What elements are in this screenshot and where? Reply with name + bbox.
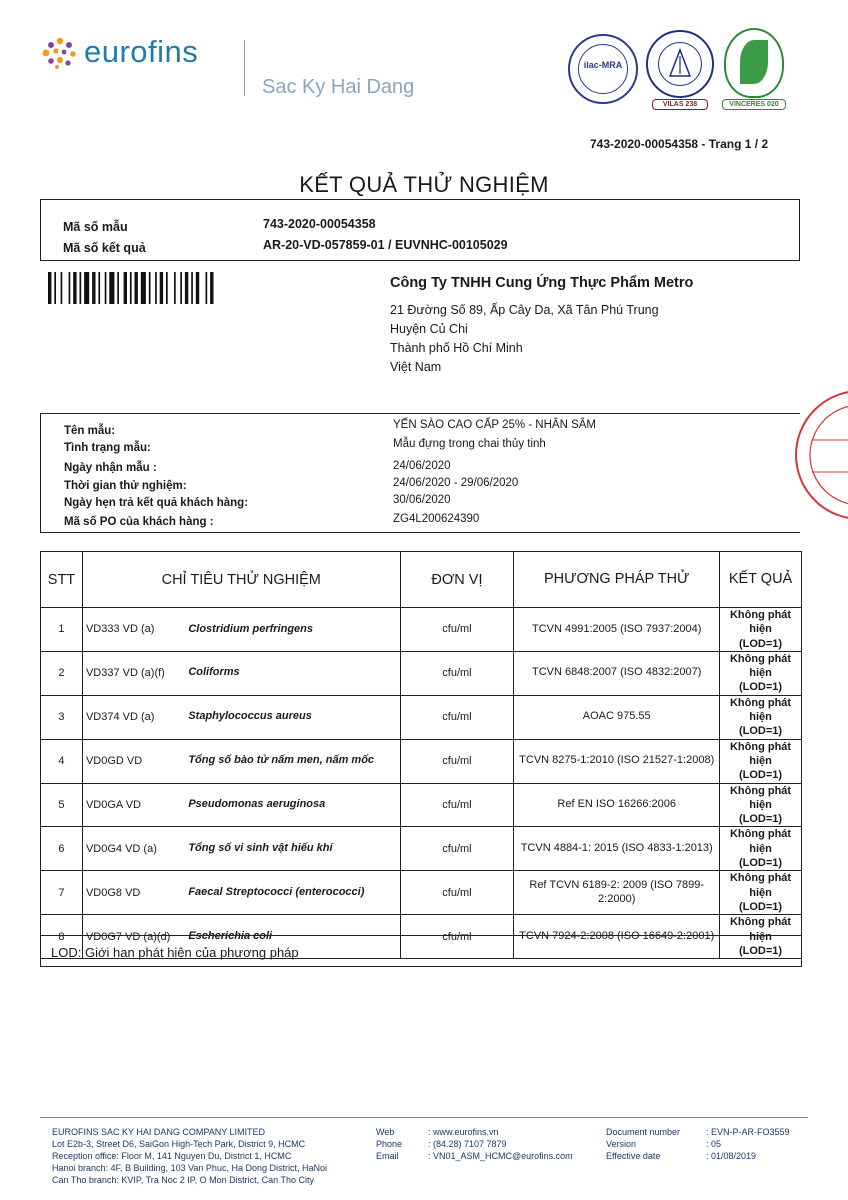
doc-number-value: : EVN-P-AR-FO3559 <box>706 1127 790 1137</box>
cell-result <box>720 739 802 783</box>
cell-unit: cfu/ml <box>400 783 514 827</box>
sample-info-box <box>40 413 800 533</box>
header-result: KẾT QUẢ <box>720 552 802 608</box>
result-lod: (LOD=1) <box>738 681 783 694</box>
result-lod: (LOD=1) <box>738 769 783 782</box>
result-lod: (LOD=1) <box>738 725 783 738</box>
table-row <box>41 871 802 915</box>
vilas-tag: VILAS 238 <box>652 99 708 110</box>
ilac-mra-badge <box>568 34 638 104</box>
barcode-bar <box>210 272 213 304</box>
version-value: : 05 <box>706 1139 722 1149</box>
bureau-accreditation-badge <box>646 30 714 98</box>
result-text: Không phát hiện <box>729 872 792 899</box>
cell-stt: 2 <box>41 651 83 695</box>
result-text: Không phát hiện <box>729 916 792 943</box>
barcode-bar <box>109 272 114 304</box>
test-period-label: Thời gian thử nghiệm: <box>64 480 187 492</box>
barcode-bar <box>155 272 157 304</box>
barcode-bar <box>160 272 163 304</box>
cell-unit: cfu/ml <box>400 651 514 695</box>
cell-stt: 7 <box>41 871 83 915</box>
barcode-bar <box>141 272 146 304</box>
table-row <box>41 651 802 695</box>
po-number-value: ZG4L200624390 <box>393 513 480 525</box>
cell-result <box>720 871 802 915</box>
client-address-line: 21 Đường Số 89, Ấp Cây Da, Xã Tân Phú Trung <box>390 303 659 317</box>
header-criteria: CHỈ TIÊU THỬ NGHIỆM <box>82 552 400 608</box>
cell-method: TCVN 6848:2007 (ISO 4832:2007) <box>514 651 720 695</box>
lod-note: LOD: Giới hạn phát hiện của phương pháp <box>40 935 802 967</box>
table-row <box>41 695 802 739</box>
result-lod: (LOD=1) <box>738 944 783 957</box>
header-divider <box>244 40 245 96</box>
barcode-bar <box>135 272 138 304</box>
cell-test-code: VD0GA VD <box>82 783 186 827</box>
cell-method: TCVN 8275-1:2010 (ISO 21527-1:2008) <box>514 739 720 783</box>
barcode-bar <box>206 272 208 304</box>
footer-address-line: Lot E2b-3, Street D6, SaiGon High-Tech Park, District 9, HCMC <box>52 1139 306 1149</box>
barcode-bar <box>191 272 193 304</box>
barcode-bar <box>92 272 95 304</box>
ilac-badge-text: ilac-MRA <box>583 60 623 70</box>
cell-result <box>720 783 802 827</box>
effective-date-label: Effective date <box>606 1151 661 1161</box>
footer-contact-labels <box>376 1126 402 1162</box>
cell-result <box>720 695 802 739</box>
cell-stt: 5 <box>41 783 83 827</box>
barcode-bar <box>48 272 51 304</box>
barcode-bar <box>105 272 107 304</box>
barcode-bar <box>80 272 82 304</box>
cell-test-code: VD374 VD (a) <box>82 695 186 739</box>
phone-label: Phone <box>376 1139 403 1149</box>
barcode <box>48 272 236 304</box>
document-title: KẾT QUẢ THỬ NGHIỆM <box>299 172 549 197</box>
cell-stt: 4 <box>41 739 83 783</box>
cell-unit: cfu/ml <box>400 827 514 871</box>
received-date-value: 24/06/2020 <box>393 460 451 472</box>
barcode-bar <box>69 272 71 304</box>
sample-code-label: Mã số mẫu <box>63 220 128 234</box>
barcode-bar <box>73 272 76 304</box>
cell-unit: cfu/ml <box>400 871 514 915</box>
table-row <box>41 608 802 652</box>
cell-test-name: Clostridium perfringens <box>186 608 400 652</box>
cell-test-name: Escherichia coli <box>186 915 400 959</box>
barcode-bar <box>166 272 168 304</box>
cell-test-name: Pseudomonas aeruginosa <box>186 783 400 827</box>
vinacert-badge <box>724 28 784 98</box>
cell-result <box>720 827 802 871</box>
sample-name-value: YẾN SÀO CAO CẤP 25% - NHÂN SÂM <box>393 419 597 431</box>
barcode-bar <box>124 272 127 304</box>
results-table <box>40 551 802 959</box>
received-date-label: Ngày nhận mẫu : <box>64 462 157 474</box>
result-text: Không phát hiện <box>729 784 792 811</box>
page-reference: 743-2020-00054358 - Trang 1 / 2 <box>590 137 769 151</box>
sample-condition-value: Mẫu đựng trong chai thủy tinh <box>393 438 546 450</box>
sample-condition-label: Tình trạng mẫu: <box>64 442 151 454</box>
cell-test-name: Staphylococcus aureus <box>186 695 400 739</box>
barcode-bar <box>174 272 176 304</box>
cell-test-code: VD0G8 VD <box>82 871 186 915</box>
barcode-bar <box>185 272 188 304</box>
version-label: Version <box>606 1139 637 1149</box>
result-text: Không phát hiện <box>729 652 792 680</box>
result-text: Không phát hiện <box>729 828 792 855</box>
email-value[interactable]: : VN01_ASM_HCMC@eurofins.com <box>428 1151 573 1161</box>
result-code-label: Mã số kết quả <box>63 241 146 255</box>
cell-test-name: Faecal Streptococci (enterococci) <box>186 871 400 915</box>
result-text: Không phát hiện <box>729 740 792 767</box>
web-value[interactable]: : www.eurofins.vn <box>428 1127 499 1137</box>
result-lod: (LOD=1) <box>738 813 783 826</box>
result-text: Không phát hiện <box>729 696 792 724</box>
result-code-value: AR-20-VD-057859-01 / EUVNHC-00105029 <box>263 238 508 252</box>
po-number-label: Mã số PO của khách hàng : <box>64 516 214 528</box>
cell-method: TCVN 7924-2:2008 (ISO 16649-2:2001) <box>514 915 720 959</box>
cell-unit: cfu/ml <box>400 915 514 959</box>
cell-test-name: Tổng số vi sinh vật hiếu khí <box>186 827 400 871</box>
test-period-value: 24/06/2020 - 29/06/2020 <box>393 477 519 489</box>
sample-id-box <box>40 199 800 261</box>
brand-name: eurofins <box>84 34 199 69</box>
cell-test-code: VD0G4 VD (a) <box>82 827 186 871</box>
client-address-line: Thành phố Hồ Chí Minh <box>390 341 523 355</box>
header-unit: ĐƠN VỊ <box>400 552 514 608</box>
cell-test-code: VD0GD VD <box>82 739 186 783</box>
footer-address-line: Reception office: Floor M, 141 Nguyen Du, District 1, HCMC <box>52 1151 292 1161</box>
footer-divider <box>40 1117 808 1118</box>
cell-stt: 6 <box>41 827 83 871</box>
result-text: Không phát hiện <box>729 609 792 636</box>
barcode-bar <box>130 272 132 304</box>
barcode-bar <box>61 272 63 304</box>
barcode-bar <box>149 272 151 304</box>
barcode-bar <box>180 272 182 304</box>
table-row <box>41 739 802 783</box>
header-method: PHƯƠNG PHÁP THỬ <box>514 552 720 608</box>
header-stt: STT <box>41 552 83 608</box>
footer-doc-labels <box>606 1126 680 1162</box>
cell-stt: 1 <box>41 608 83 652</box>
client-address-line: Huyện Củ Chi <box>390 322 468 336</box>
company-subtitle: Sac Ky Hai Dang <box>262 76 415 98</box>
sample-code-value: 743-2020-00054358 <box>263 217 376 231</box>
eurofins-logo <box>40 34 240 74</box>
footer-address-line: Can Tho branch: KVIP, Tra Noc 2 IP, O Mon District, Can Tho City <box>52 1175 314 1185</box>
barcode-bar <box>117 272 119 304</box>
barcode-bar <box>54 272 56 304</box>
sample-name-label: Tên mẫu: <box>64 425 116 437</box>
cell-unit: cfu/ml <box>400 608 514 652</box>
due-date-value: 30/06/2020 <box>393 494 451 506</box>
cell-test-name: Tổng số bào tử nấm men, nấm mốc <box>186 739 400 783</box>
footer-doc-values <box>706 1126 790 1162</box>
table-row <box>41 827 802 871</box>
footer-address-line: Hanoi branch: 4F, B Building, 103 Van Phuc, Ha Dong District, HaNoi <box>52 1163 327 1173</box>
web-label: Web <box>376 1127 395 1137</box>
cell-method: TCVN 4884-1: 2015 (ISO 4833-1:2013) <box>514 827 720 871</box>
footer-contact-values <box>428 1126 573 1162</box>
client-address-line: Việt Nam <box>390 360 442 374</box>
cell-unit: cfu/ml <box>400 739 514 783</box>
footer-company-name: EUROFINS SAC KY HAI DANG COMPANY LIMITED <box>52 1127 266 1137</box>
eurofins-dots-icon <box>40 36 80 70</box>
table-row <box>41 783 802 827</box>
cell-method: AOAC 975.55 <box>514 695 720 739</box>
doc-number-label: Document number <box>606 1127 681 1137</box>
cell-method: TCVN 4991:2005 (ISO 7937:2004) <box>514 608 720 652</box>
due-date-label: Ngày hẹn trả kết quả khách hàng: <box>64 497 249 509</box>
effective-date-value: : 01/08/2019 <box>706 1151 757 1161</box>
result-lod: (LOD=1) <box>738 637 783 650</box>
vinacert-tag: VINCERES 020 <box>722 99 786 110</box>
barcode-bar <box>84 272 89 304</box>
table-header-row <box>41 552 802 608</box>
email-label: Email <box>376 1151 399 1161</box>
result-lod: (LOD=1) <box>738 857 783 870</box>
cell-stt: 8 <box>41 915 83 959</box>
cell-test-code: VD333 VD (a) <box>82 608 186 652</box>
cell-result <box>720 651 802 695</box>
client-name: Công Ty TNHH Cung Ứng Thực Phẩm Metro <box>390 275 694 291</box>
barcode-bar <box>98 272 100 304</box>
footer-company-info <box>52 1126 327 1186</box>
result-lod: (LOD=1) <box>738 900 783 913</box>
cell-unit: cfu/ml <box>400 695 514 739</box>
cell-method: Ref TCVN 6189-2: 2009 (ISO 7899-2:2000) <box>514 871 720 915</box>
cell-test-code: VD337 VD (a)(f) <box>82 651 186 695</box>
cell-stt: 3 <box>41 695 83 739</box>
cell-test-code: VD0G7 VD (a)(d) <box>82 915 186 959</box>
cell-test-name: Coliforms <box>186 651 400 695</box>
phone-value: : (84.28) 7107 7879 <box>428 1139 507 1149</box>
barcode-bar <box>196 272 199 304</box>
cell-result <box>720 608 802 652</box>
cell-method: Ref EN ISO 16266:2006 <box>514 783 720 827</box>
accreditation-emblem-icon <box>646 30 714 98</box>
